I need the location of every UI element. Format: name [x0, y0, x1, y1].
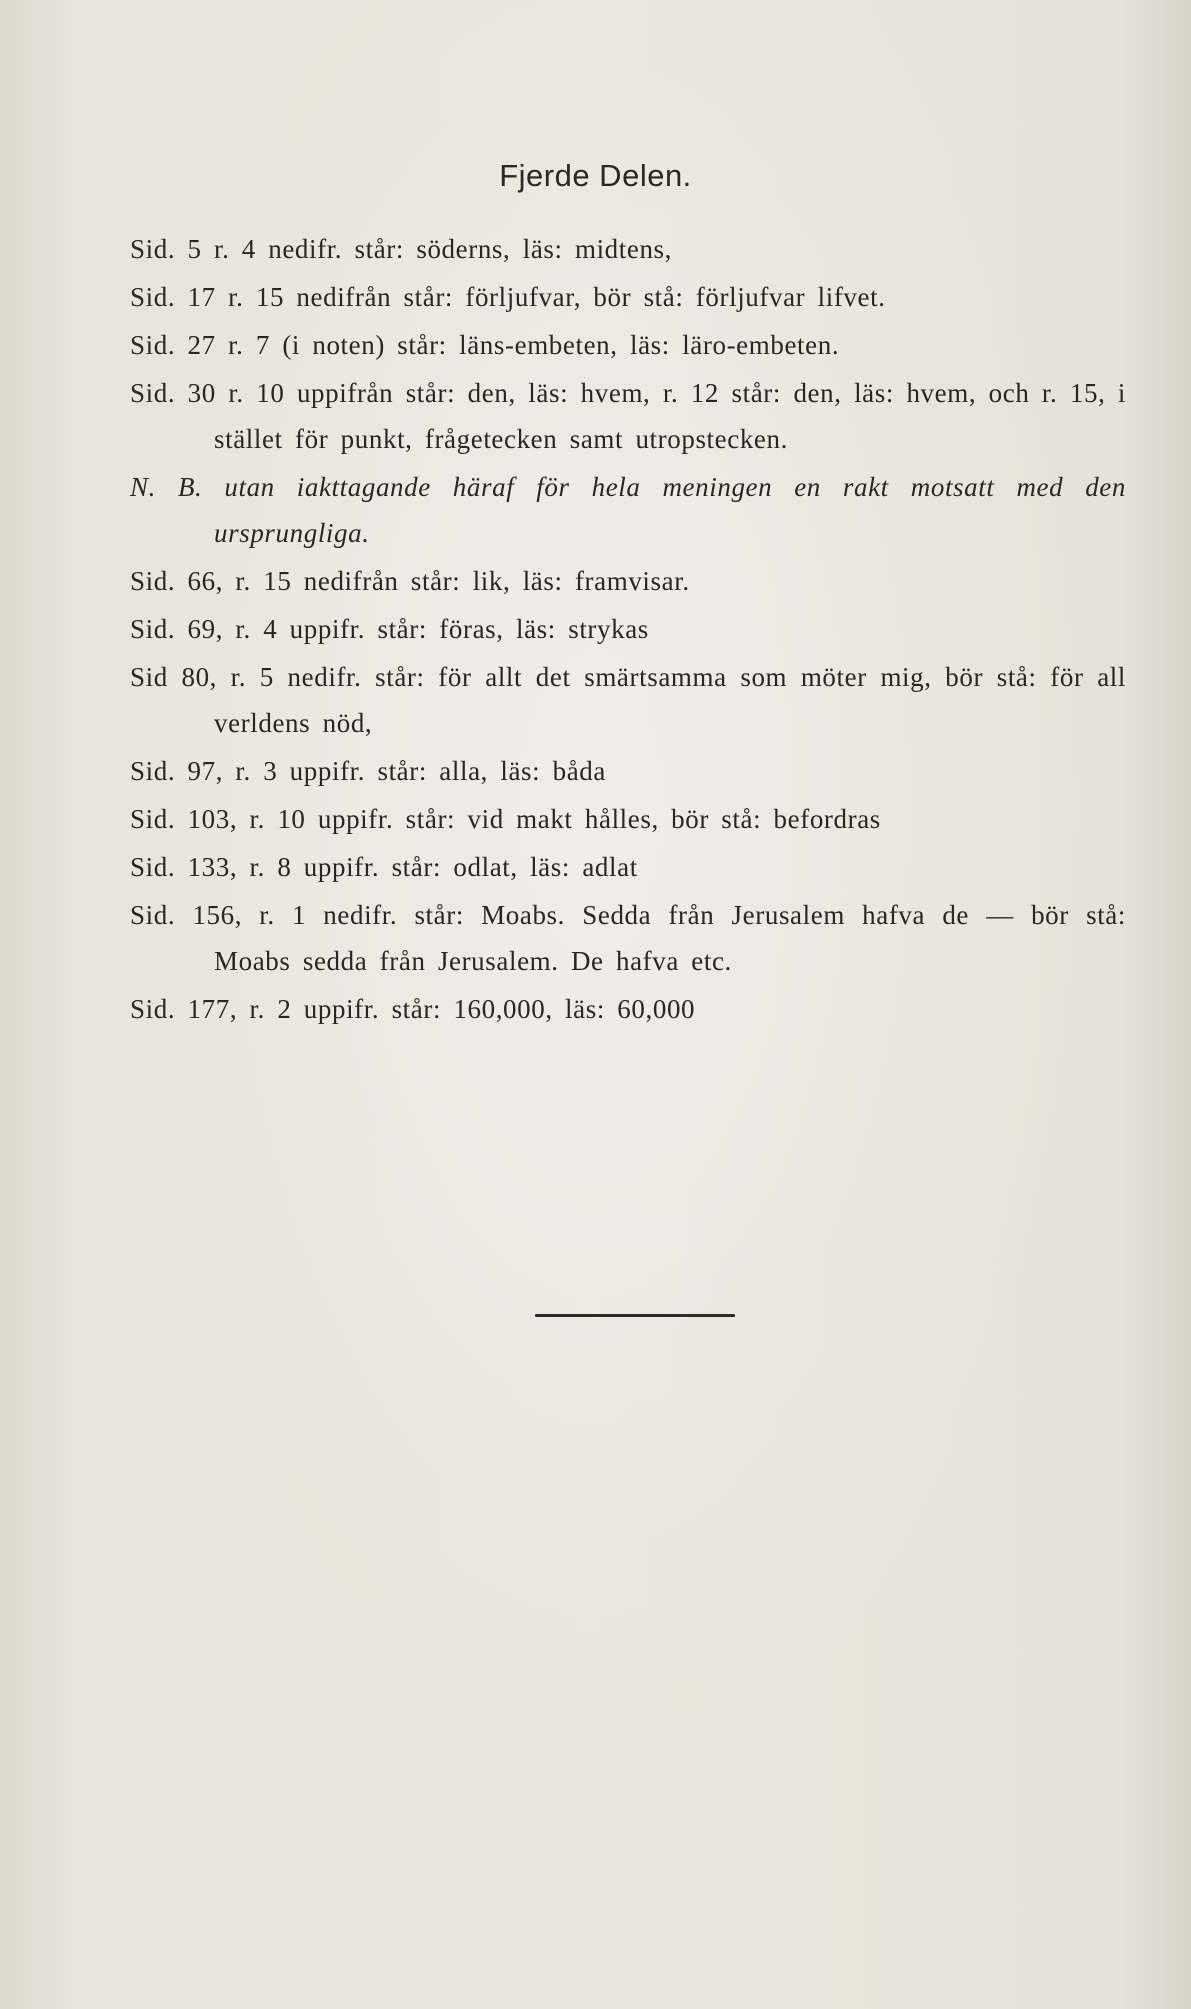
errata-note: N. B. utan iakttagande häraf för hela meningen en rakt motsatt med den ursprungliga. — [130, 472, 1126, 548]
errata-entry: Sid 80, r. 5 nedifr. står: för allt det smärtsamma som möter mig, bör stå: för all verldens nöd, — [130, 662, 1126, 738]
errata-entry: Sid. 27 r. 7 (i noten) står: läns-embeten, läs: läro-embeten. — [130, 330, 840, 360]
errata-entry: Sid. 5 r. 4 nedifr. står: söderns, läs: midtens, — [130, 234, 673, 264]
errata-list — [130, 226, 1126, 1034]
errata-entry: Sid. 66, r. 15 nedifrån står: lik, läs: framvisar. — [130, 566, 690, 596]
errata-entry: Sid. 69, r. 4 uppifr. står: föras, läs: strykas — [130, 614, 649, 644]
end-rule — [535, 1314, 735, 1317]
errata-entry: Sid. 133, r. 8 uppifr. står: odlat, läs: adlat — [130, 852, 638, 882]
errata-entry: Sid. 30 r. 10 uppifrån står: den, läs: hvem, r. 12 står: den, läs: hvem, och r. 15, i stället för punkt, frågetecken samt utropstecken. — [130, 378, 1126, 454]
page-title: Fjerde Delen. — [499, 158, 692, 193]
errata-entry: Sid. 17 r. 15 nedifrån står: förljufvar, bör stå: förljufvar lifvet. — [130, 282, 886, 312]
errata-entry: Sid. 97, r. 3 uppifr. står: alla, läs: båda — [130, 756, 606, 786]
errata-entry: Sid. 156, r. 1 nedifr. står: Moabs. Sedda från Jerusalem hafva de — bör stå: Moabs sedda från Jerusalem. De hafva etc. — [130, 900, 1126, 976]
errata-entry: Sid. 103, r. 10 uppifr. står: vid makt hålles, bör stå: befordras — [130, 804, 881, 834]
errata-entry: Sid. 177, r. 2 uppifr. står: 160,000, läs: 60,000 — [130, 994, 696, 1024]
